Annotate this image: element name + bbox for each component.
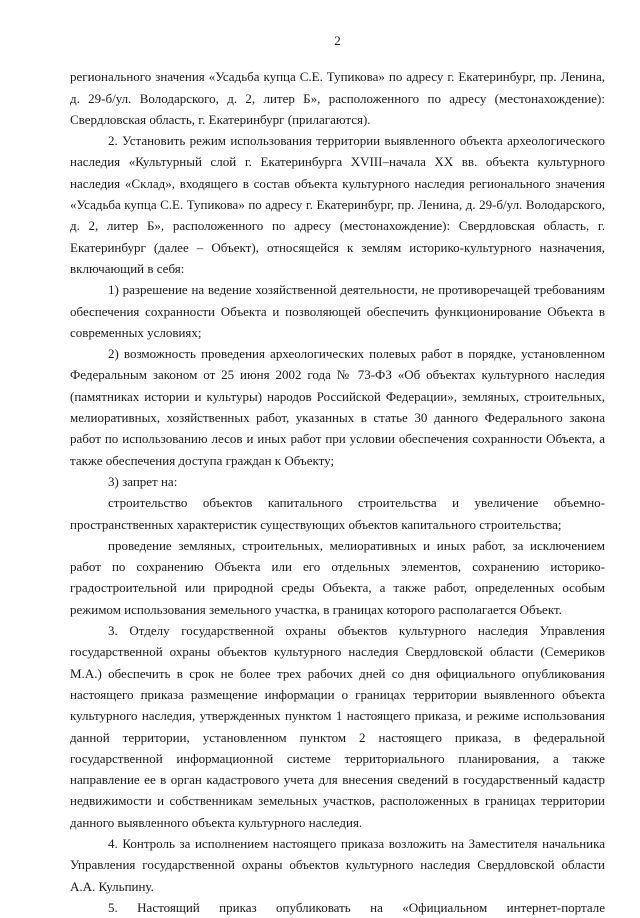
paragraph-item-3: 3. Отделу государственной охраны объектов культурного наследия Управления государственной охраны объектов культурного наследия Свердловской области (Семериков М.А.) обеспечить в срок не более трех рабочих дней со дня официального опубликования настоящего приказа размещение информации о границах территории выявленного объекта культурного наследия, утвержденных пунктом 1 настоящего приказа, и режиме использования данной территории, установленном пунктом 2 настоящего приказа, в федеральной государственной информационной системе территориального планирования, а также направление ее в орган кадастрового учета для внесения сведений в государственный кадастр недвижимости и собственникам земельных участков, расположенных в границах территории данного выявленного объекта культурного наследия. bbox=[70, 623, 605, 830]
paragraph-prohibition-construction: строительство объектов капитального строительства и увеличение объемно-пространственных характеристик существующих объектов капитального строительства; bbox=[70, 495, 605, 532]
paragraph-subitem-1: 1) разрешение на ведение хозяйственной деятельности, не противоречащей требованиям обеспечения сохранности Объекта и позволяющей обеспечить функционирование Объекта в современных условиях; bbox=[70, 282, 605, 340]
paragraph-subitem-2: 2) возможность проведения археологических полевых работ в порядке, установленном Федеральным законом от 25 июня 2002 года № 73-ФЗ «Об объектах культурного наследия (памятниках истории и культуры) народов Российской Федерации», земляных, строительных, мелиоративных, хозяйственных работ, указанных в статье 30 данного Федерального закона работ по использованию лесов и иных работ при условии обеспечения сохранности Объекта, а также обеспечения доступа граждан к Объекту; bbox=[70, 346, 605, 468]
paragraph-prohibition-works: проведение земляных, строительных, мелиоративных и иных работ, за исключением работ по сохранению Объекта или его отдельных элементов, сохранению историко-градостроительной или природной среды Объекта, а также работ, определенных особым режимом использования земельного участка, в границах которого располагается Объект. bbox=[70, 537, 605, 617]
document-page bbox=[70, 30, 605, 918]
paragraph-item-5: 5. Настоящий приказ опубликовать на «Официальном интернет-портале bbox=[108, 899, 605, 915]
paragraph-subitem-3: 3) запрет на: bbox=[108, 473, 178, 489]
page-number: 2 bbox=[334, 33, 341, 48]
paragraph-item-4: 4. Контроль за исполнением настоящего приказа возложить на Заместителя начальника Управления государственной охраны объектов культурного наследия Свердловской области А.А. Кульпину. bbox=[70, 835, 605, 894]
paragraph-item-2: 2. Установить режим использования территории выявленного объекта археологического наследия «Культурный слой г. Екатеринбурга XVIII–начала XX вв. объекта культурного наследия «Склад», входящего в состав объекта культурного наследия регионального значения «Усадьба купца С.Е. Тупикова» по адресу г. Екатеринбург, пр. Ленина, д. 29-б/ул. Володарского, д. 2, литер Б», расположенного по адресу (местонахождение): Свердловская область, г. Екатеринбург (далее – Объект), относящейся к землям историко-культурного назначения, включающий в себя: bbox=[70, 133, 605, 276]
paragraph-continuation: регионального значения «Усадьба купца С.Е. Тупикова» по адресу г. Екатеринбург, пр. Ленина, д. 29-б/ул. Володарского, д. 2, литер Б», расположенного по адресу (местонахождение): Свердловская область, г. Екатеринбург (прилагаются). bbox=[70, 69, 605, 127]
